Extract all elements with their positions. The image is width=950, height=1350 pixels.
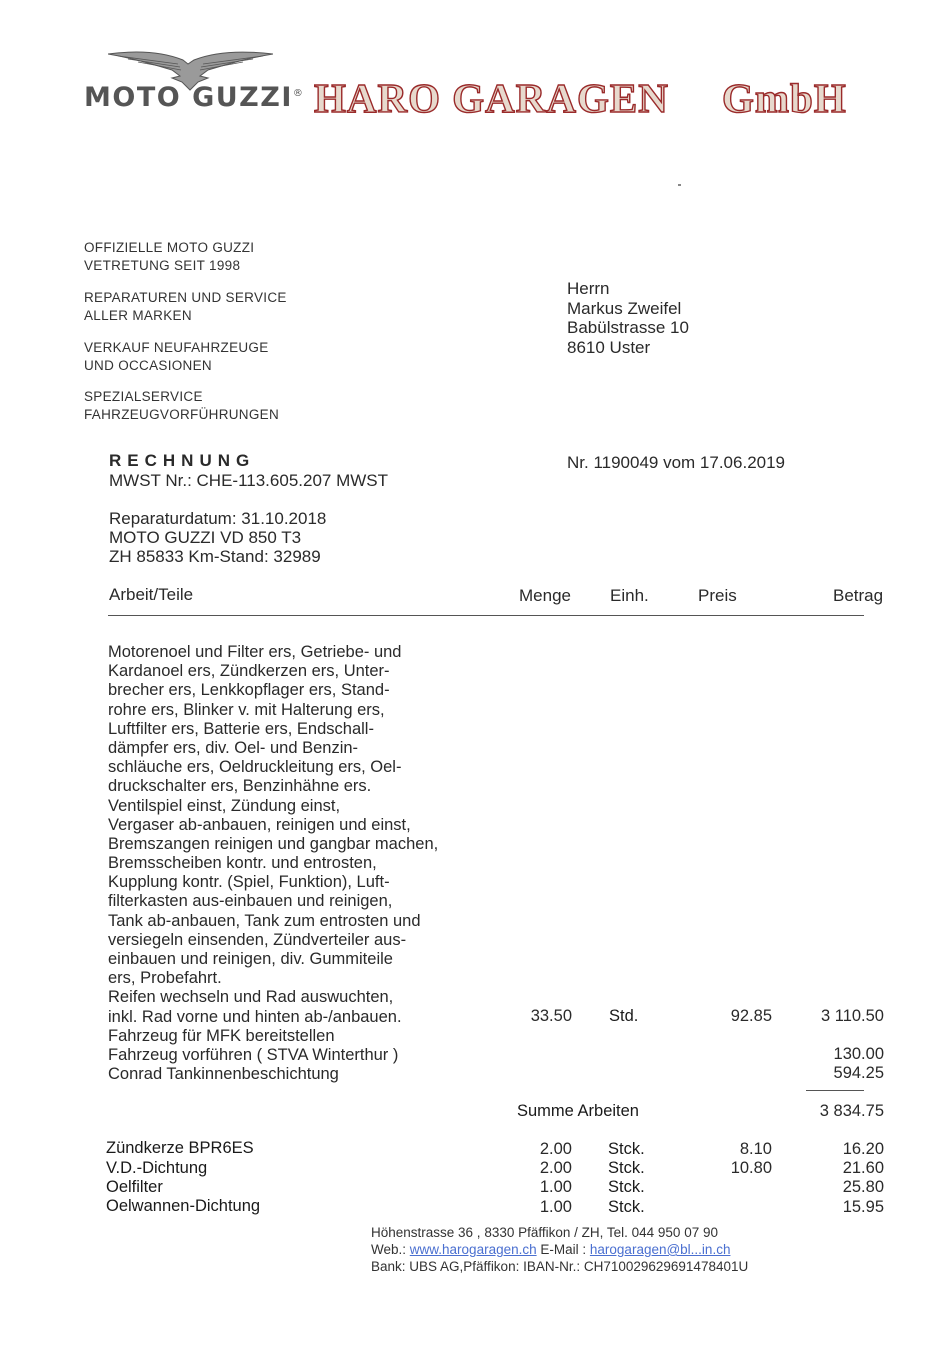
description-line: Reifen wechseln und Rad auswuchten, (108, 988, 394, 1007)
part-unit: Stck. (608, 1178, 645, 1196)
company-suffix: GmbH (722, 75, 847, 121)
extra-amount-mfk: 130.00 (833, 1045, 884, 1063)
company-name: HARO GARAGEN (314, 75, 669, 121)
part-price: 8.10 (739, 1140, 772, 1158)
service-block-4 (84, 388, 279, 423)
part-amount: 15.95 (842, 1198, 884, 1216)
service-line: REPARATUREN UND SERVICE (84, 290, 287, 305)
part-qty: 2.00 (539, 1140, 572, 1158)
description-line: einbauen und reinigen, div. Gummiteile (108, 950, 393, 968)
service-line: FAHRZEUGVORFÜHRUNGEN (84, 406, 280, 422)
part-qty: 2.00 (539, 1159, 572, 1177)
recipient-street: Babülstrasse 10 (567, 318, 689, 337)
subtotal-label: Summe Arbeiten (517, 1102, 639, 1120)
invoice-number: Nr. 1190049 vom 17.06.2019 (567, 453, 786, 472)
service-line: VETRETUNG SEIT 1998 (84, 257, 241, 273)
recipient-name: Markus Zweifel (567, 298, 682, 318)
footer-bank: Bank: UBS AG,Pfäffikon: IBAN-Nr.: CH710029629691478401U (371, 1259, 749, 1274)
website-link[interactable]: www.harogaragen.ch (409, 1242, 537, 1257)
description-line: versiegeln einsenden, Zündverteiler aus- (108, 930, 407, 949)
description-line: schläuche ers, Oeldruckleitung ers, Oel- (108, 758, 402, 777)
description-line: Fahrzeug vorführen ( STVA Winterthur ) (108, 1045, 399, 1064)
service-block-3 (84, 339, 269, 374)
extra-amount-conrad: 594.25 (833, 1064, 884, 1082)
vehicle: MOTO GUZZI VD 850 T3 (109, 528, 302, 547)
part-price: 10.80 (730, 1159, 772, 1177)
description-line: Bremszangen reinigen und gangbar machen, (108, 834, 439, 853)
web-label: Web.: (371, 1242, 407, 1257)
service-block-2 (84, 289, 287, 324)
description-line: druckschalter ers, Benzinhähne ers. (108, 777, 372, 796)
part-unit: Stck. (608, 1198, 645, 1216)
part-name: V.D.-Dichtung (106, 1159, 208, 1177)
description-line: Fahrzeug für MFK bereitstellen (108, 1026, 335, 1045)
description-line: Motorenoel und Filter ers, Getriebe- und (108, 643, 402, 661)
invoice-title: RECHNUNG (109, 451, 256, 470)
description-line: filterkasten aus-einbauen und reinigen, (108, 892, 393, 911)
recipient-salutation: Herrn (567, 279, 610, 298)
part-amount: 25.80 (842, 1178, 884, 1196)
labor-qty: 33.50 (530, 1007, 572, 1025)
repair-date: Reparaturdatum: 31.10.2018 (109, 509, 327, 528)
scan-speck (678, 184, 681, 186)
description-line: brecher ers, Lenkkopflager ers, Stand- (108, 681, 390, 700)
header-rule (108, 615, 864, 616)
service-line: OFFIZIELLE MOTO GUZZI (84, 240, 255, 255)
description-line: Conrad Tankinnenbeschichtung (108, 1065, 339, 1084)
part-name: Zündkerze BPR6ES (106, 1139, 254, 1157)
labor-amount: 3 110.50 (820, 1007, 884, 1025)
email-link[interactable]: harogaragen@bl...in.ch (589, 1242, 731, 1257)
description-line: Luftfilter ers, Batterie ers, Endschall- (108, 719, 374, 738)
moto-guzzi-logo: MOTO GUZZI® (84, 82, 305, 113)
description-line: Ventilspiel einst, Zündung einst, (108, 796, 341, 815)
work-description (108, 643, 508, 1084)
service-line: UND OCCASIONEN (84, 357, 212, 373)
vat-label: MWST Nr.: (109, 471, 192, 490)
part-amount: 21.60 (842, 1159, 884, 1177)
vat-line (109, 471, 388, 490)
registered-mark: ® (292, 88, 305, 99)
description-line: Kupplung kontr. (Spiel, Funktion), Luft- (108, 873, 390, 892)
part-qty: 1.00 (539, 1178, 572, 1196)
recipient-city: 8610 Uster (567, 337, 651, 357)
description-line: ers, Probefahrt. (108, 969, 222, 988)
description-line: Kardanoel ers, Zündkerzen ers, Unter- (108, 662, 390, 681)
description-line: dämpfer ers, div. Oel- und Benzin- (108, 738, 359, 757)
subtotal-amount: 3 834.75 (819, 1102, 884, 1120)
email-label: E-Mail : (540, 1242, 587, 1257)
col-amount: Betrag (833, 586, 884, 605)
labor-unit: Std. (609, 1007, 639, 1025)
vat-number: CHE-113.605.207 MWST (196, 471, 389, 490)
col-qty: Menge (519, 586, 571, 605)
plate-km: ZH 85833 Km-Stand: 32989 (109, 547, 321, 566)
part-unit: Stck. (608, 1159, 645, 1177)
part-name: Oelfilter (106, 1178, 163, 1196)
service-block-1 (84, 239, 254, 274)
footer-address: Höhenstrasse 36 , 8330 Pfäffikon / ZH, Tel. 044 950 07 90 (371, 1225, 718, 1240)
description-line: inkl. Rad vorne und hinten ab-/anbauen. (108, 1007, 402, 1026)
col-price: Preis (698, 586, 737, 605)
service-line: ALLER MARKEN (84, 307, 192, 323)
description-line: Vergaser ab-anbauen, reinigen und einst, (108, 815, 411, 834)
part-qty: 1.00 (539, 1198, 572, 1216)
description-line: Tank ab-anbauen, Tank zum entrosten und (108, 911, 421, 930)
description-line: Bremsscheiben kontr. und entrosten, (108, 854, 377, 873)
service-line: SPEZIALSERVICE (84, 389, 203, 404)
subtotal-rule (806, 1090, 864, 1091)
part-amount: 16.20 (842, 1140, 884, 1158)
part-unit: Stck. (608, 1140, 645, 1158)
footer-contact (371, 1242, 730, 1257)
recipient-address (567, 279, 689, 357)
col-unit: Einh. (610, 586, 649, 605)
service-line: VERKAUF NEUFAHRZEUGE (84, 340, 269, 355)
col-work: Arbeit/Teile (109, 585, 194, 604)
description-line: rohre ers, Blinker v. mit Halterung ers, (108, 700, 385, 719)
repair-info (109, 509, 326, 566)
labor-price: 92.85 (730, 1007, 772, 1025)
part-name: Oelwannen-Dichtung (106, 1197, 261, 1215)
